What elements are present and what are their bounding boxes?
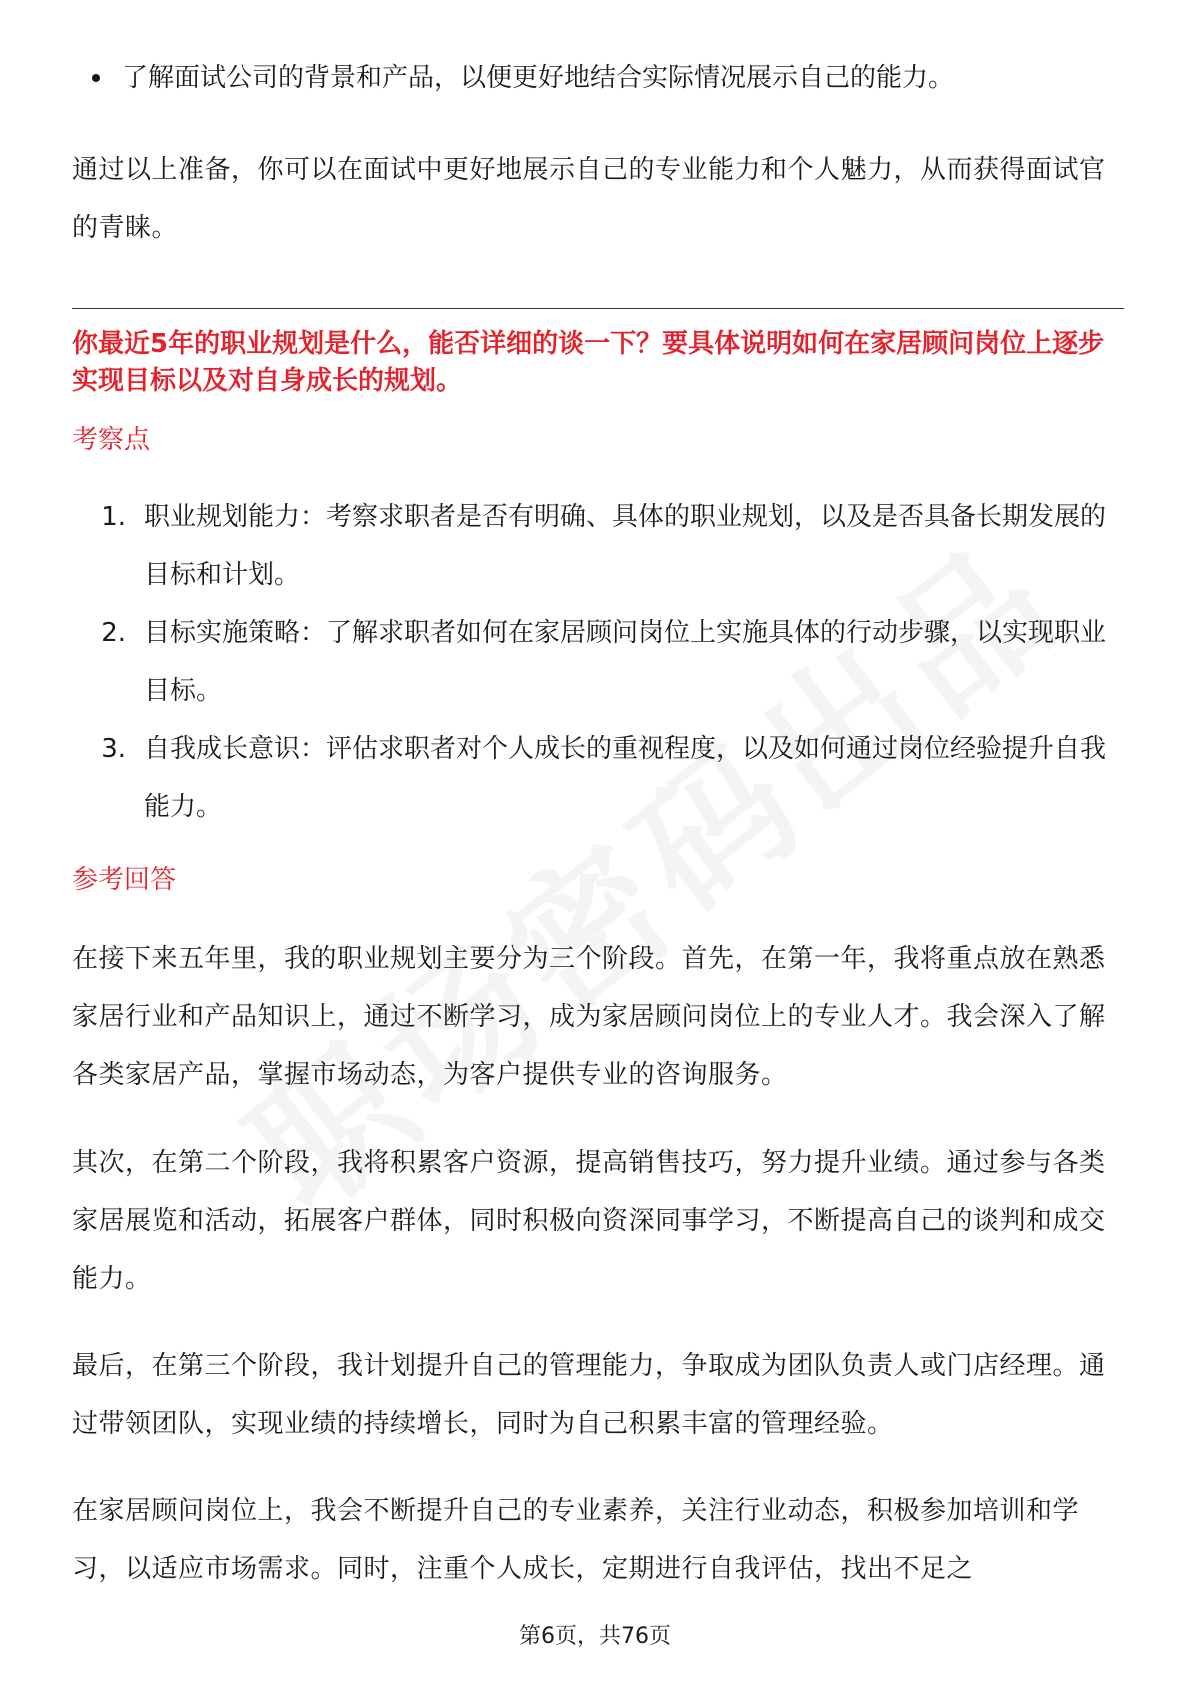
list-item-text: 目标实施策略：了解求职者如何在家居顾问岗位上实施具体的行动步骤，以实现职业目标。 bbox=[144, 618, 1107, 706]
answer-paragraph: 在接下来五年里，我的职业规划主要分为三个阶段。首先，在第一年，我将重点放在熟悉家居行业和产品知识上，通过不断学习，成为家居顾问岗位上的专业人才。我会深入了解各类家居产品，掌握市场动态，为客户提供专业的咨询服务。 bbox=[72, 944, 1106, 1090]
list-item-number: 3. bbox=[101, 734, 126, 764]
reference-answer-heading: 参考回答 bbox=[72, 865, 177, 895]
list-item-number: 2. bbox=[101, 618, 126, 648]
answer-paragraph: 最后，在第三个阶段，我计划提升自己的管理能力，争取成为团队负责人或门店经理。通过带领团队，实现业绩的持续增长，同时为自己积累丰富的管理经验。 bbox=[72, 1351, 1106, 1439]
list-item bbox=[72, 488, 1124, 604]
section-divider bbox=[72, 308, 1124, 309]
bullet-item-text: 了解面试公司的背景和产品，以便更好地结合实际情况展示自己的能力。 bbox=[122, 63, 955, 93]
bullet-list-item bbox=[92, 58, 954, 98]
page-number-footer: 第6页，共76页 bbox=[519, 1624, 671, 1649]
answer-paragraph: 其次，在第二个阶段，我将积累客户资源，提高销售技巧，努力提升业绩。通过参与各类家居展览和活动，拓展客户群体，同时积极向资深同事学习，不断提高自己的谈判和成交能力。 bbox=[72, 1148, 1106, 1294]
bullet-dot-icon bbox=[92, 74, 100, 82]
list-item bbox=[72, 720, 1124, 836]
examination-points-heading: 考察点 bbox=[72, 425, 151, 455]
list-item-text: 自我成长意识：评估求职者对个人成长的重视程度，以及如何通过岗位经验提升自我能力。 bbox=[144, 734, 1107, 822]
list-item-number: 1. bbox=[101, 502, 126, 532]
examination-points-list bbox=[72, 488, 1124, 836]
answer-paragraph: 在家居顾问岗位上，我会不断提升自己的专业素养，关注行业动态，积极参加培训和学习，以适应市场需求。同时，注重个人成长，定期进行自我评估，找出不足之 bbox=[72, 1496, 1080, 1584]
intro-paragraph: 通过以上准备，你可以在面试中更好地展示自己的专业能力和个人魅力，从而获得面试官的青睐。 bbox=[72, 155, 1106, 243]
interview-question: 你最近5年的职业规划是什么，能否详细的谈一下？要具体说明如何在家居顾问岗位上逐步实现目标以及对自身成长的规划。 bbox=[72, 329, 1105, 396]
list-item bbox=[72, 604, 1124, 720]
list-item-text: 职业规划能力：考察求职者是否有明确、具体的职业规划，以及是否具备长期发展的目标和计划。 bbox=[144, 502, 1107, 590]
